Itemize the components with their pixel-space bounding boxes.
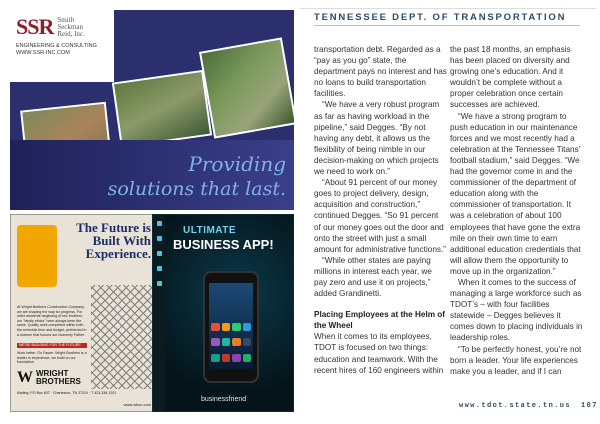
wright-body-copy: At Wright Brothers Construction Company, we are shaping the way for progress. For older residents beginning of two brothers, our "family ethics" have always been the same. Quality work completed within both the schedule time and budget, performed in a manner that honors our heavenly Father. [17, 305, 87, 337]
app-tile-icon [211, 323, 220, 331]
page-number: 107 [581, 402, 598, 410]
app-tile-icon [222, 338, 231, 346]
aerial-photo-highway [199, 37, 294, 138]
ssr-tagline: ENGINEERING & CONSULTING [16, 43, 97, 49]
phone-screen [209, 283, 253, 369]
aerial-photo-interchange [112, 70, 212, 148]
article-column-1 [314, 44, 447, 376]
paragraph: the past 18 months, an emphasis has been placed on diversity and growing one’s education. And it wouldn’t be complete without a proper celebration once certain successes are achieved. [450, 45, 571, 110]
section-subhead: Placing Employees at the Helm of the Wheel [314, 310, 446, 331]
ssr-slogan-line1: Providing [188, 152, 286, 176]
paragraph: transportation debt. Regarded as a “pay as you go” state, the department pays no interest and has no loans to build transportation facilities. [314, 45, 447, 99]
ssr-advertisement [10, 10, 294, 210]
paragraph: “To be perfectly honest, you’re not born a leader. Your life experiences make you a leader, and if I can [450, 344, 582, 376]
section-header: TENNESSEE DEPT. OF TRANSPORTATION [314, 12, 567, 23]
app-tile-icon [211, 338, 220, 346]
crane-tower-image [91, 285, 153, 389]
wright-contact: Mailing: PO Box 607 · Charleston, TN 37310 · T 423.336.1201 [17, 391, 117, 395]
ssr-url: WWW.SSR-INC.COM [16, 50, 70, 56]
app-tile-icon [232, 323, 241, 331]
app-tile-icon [232, 354, 241, 362]
ssr-slogan-line2: solutions that last. [107, 178, 286, 200]
paragraph: “We have a strong program to push education in our maintenance forces and we most recently had a celebration at the Tennessee Titans’ football stadium,” said Degges. “We had the governor come in and the commissioner of the department of education along with the commissioner of transportation. It was a celebration of about 100 employees that have gone the extra mile on their own time to earn additional education credentials that will allow them the opportunity to move up in the organization.” [450, 111, 581, 276]
wright-brand-line1: WRIGHT [36, 369, 69, 378]
app-brand: businessfriend [201, 396, 247, 403]
top-rule [300, 8, 596, 9]
rail-icon [157, 281, 162, 286]
rail-icon [157, 236, 162, 241]
ssr-logo-box [10, 10, 114, 82]
wright-divider-banner: WE'RE BUILDING FOR THE FUTURE [17, 343, 87, 348]
wright-brand-line2: BROTHERS [36, 377, 81, 386]
ssr-firm-line2: Seckman [57, 22, 84, 31]
wright-brand-logo [17, 369, 81, 387]
ssr-firm-name [57, 17, 84, 38]
paragraph: “While other states are paying millions in interest each year, we pay zero and use it on projects,” added Grandinetti. [314, 255, 432, 299]
smartphone-image [203, 271, 259, 383]
header-rule [314, 25, 580, 26]
app-tile-icon [232, 338, 241, 346]
app-tile-icon [222, 323, 231, 331]
app-icon-rail [153, 215, 165, 411]
wright-brothers-advertisement [10, 214, 156, 412]
paragraph: When it comes to the success of managing a large workforce such as TDOT’s – with four facilities statewide – Degges believes it comes down to placing individuals in leadership roles. [450, 277, 583, 343]
app-tile-icon [243, 354, 252, 362]
paragraph: When it comes to its employees, TDOT is focused on two things: education and teamwork. With the recent hires of 160 engineers within [314, 332, 444, 375]
ssr-logo [16, 14, 108, 40]
wright-logo-mark: W [17, 369, 33, 386]
wright-headline: The Future is Built With Experience. [76, 220, 151, 261]
wright-website: www.wbcc.com [123, 402, 151, 407]
rail-icon [157, 221, 162, 226]
app-ad-title2: BUSINESS APP! [173, 237, 274, 252]
wright-body-copy-2: Work better. Go Faster. Wright Brothers is a leader in experience, we build on our foundation. [17, 351, 87, 365]
article-column-2 [450, 44, 583, 377]
page-footer [459, 402, 598, 410]
ssr-firm-line1: Smith [57, 15, 75, 24]
wright-brand-name [36, 370, 81, 386]
app-tile-icon [243, 338, 252, 346]
app-ad-title1: ULTIMATE [183, 225, 237, 236]
app-tile-icon [243, 323, 252, 331]
app-tile-icon [211, 354, 220, 362]
paragraph: “We have a very robust program as far as having workload in the pipeline,” said Degges. “By not having any debt, it allows us the flexibility of being nimble in our decision-making on which projects we need to work on.” [314, 100, 440, 177]
footer-url: www.tdot.state.tn.us [459, 402, 572, 410]
paragraph: “About 91 percent of our money goes to project delivery, design, acquisition and construction,” continued Degges. “So 91 percent of our money goes out the door and onto the street with just a small amount for administrative functions.” [314, 178, 446, 254]
rail-icon [157, 251, 162, 256]
business-app-advertisement [152, 214, 294, 412]
ssr-firm-line3: Reid, Inc. [57, 29, 85, 38]
app-tile-icon [222, 354, 231, 362]
construction-worker-image [17, 225, 57, 287]
rail-icon [157, 266, 162, 271]
ssr-logo-mark: SSR [16, 14, 54, 39]
